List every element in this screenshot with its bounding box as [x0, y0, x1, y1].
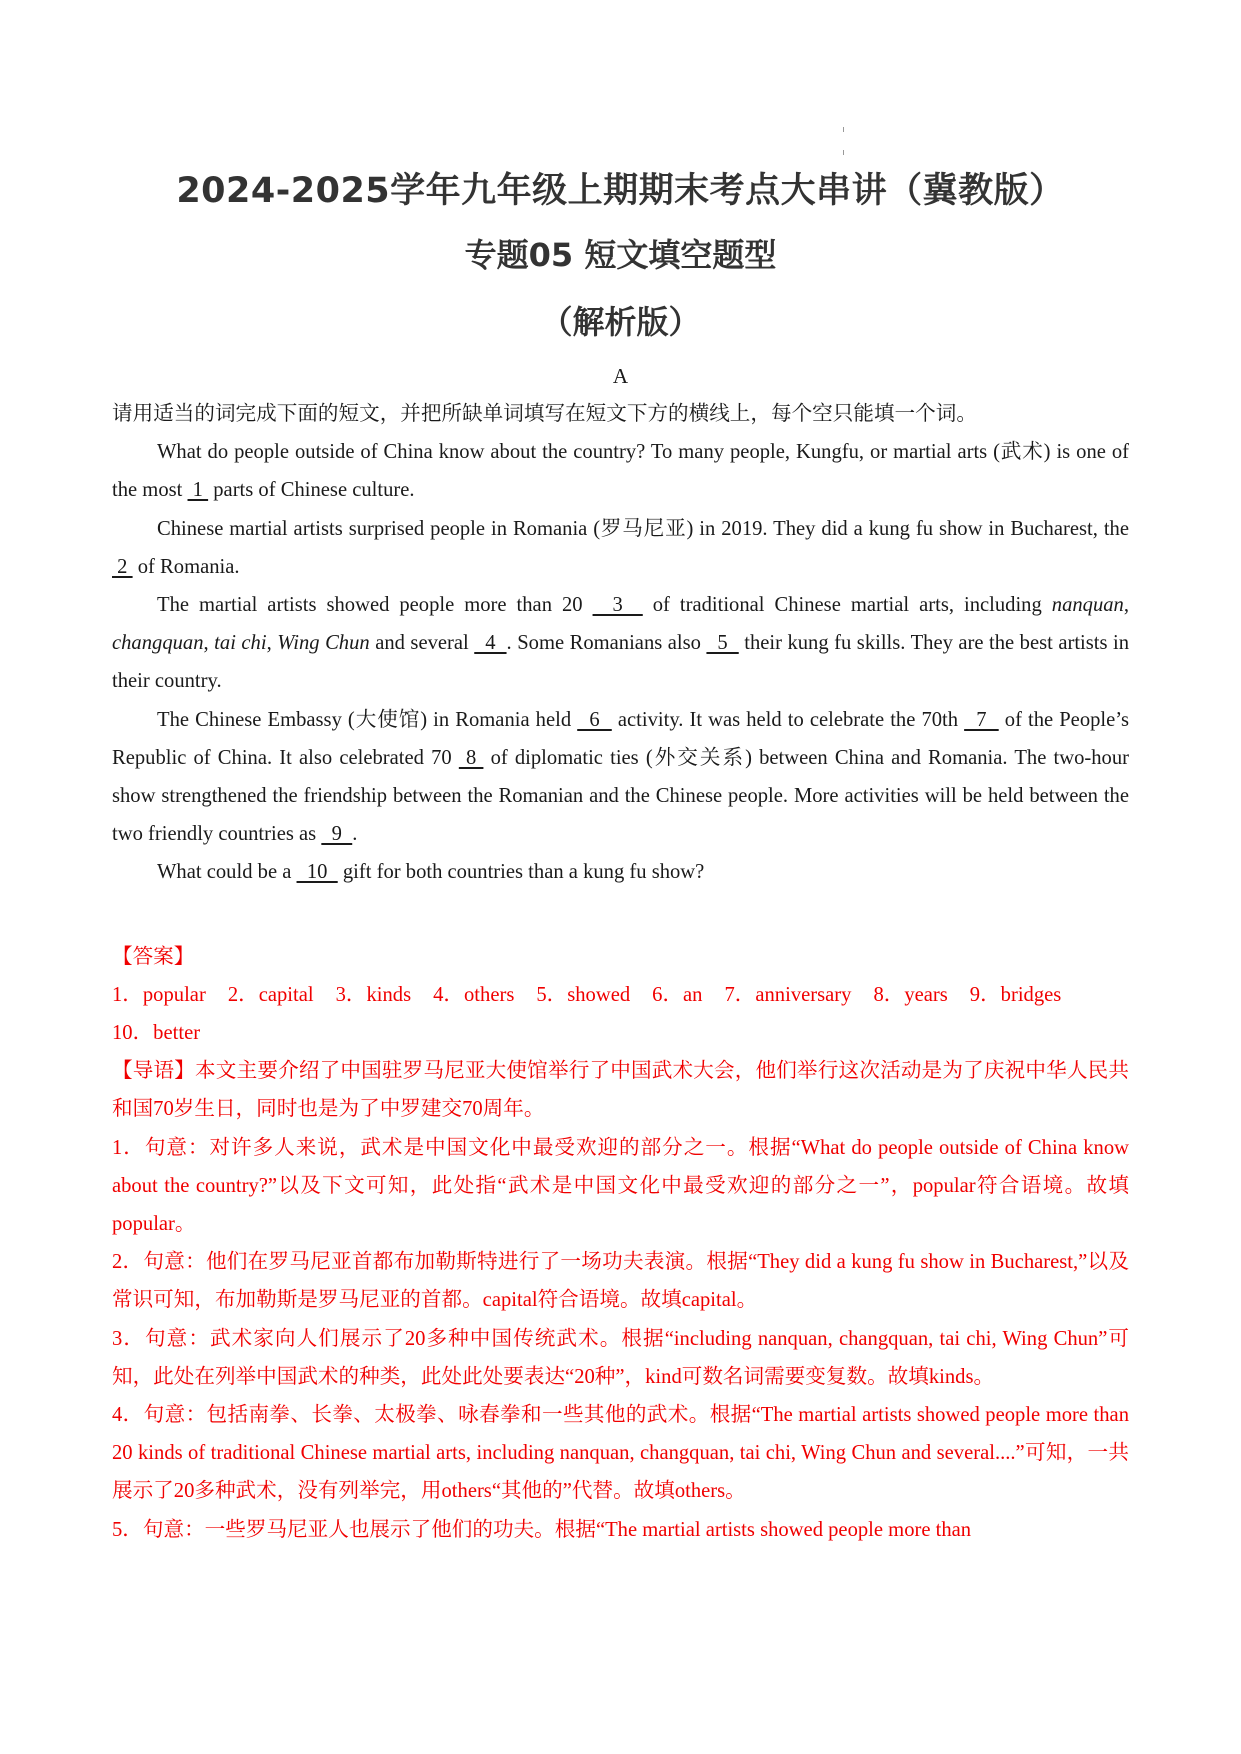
answer-heading: 【答案】: [112, 945, 195, 968]
passage-text: of diplomatic ties (外交关系) between China and Romania. The two-hour show strengthened the friendship between the Romanian and the Chinese people. More activities will be held between the two friendly countries as: [112, 746, 1129, 846]
passage-text: of Romania.: [132, 555, 240, 578]
term-nanquan: nanquan: [1051, 594, 1124, 617]
document-title: 2024-2025学年九年级上期期末考点大串讲（冀教版）: [176, 171, 1065, 211]
term-changquan: changquan: [112, 632, 204, 655]
answer-list: [112, 976, 1129, 1052]
explanation-item: 2．句意：他们在罗马尼亚首都布加勒斯特进行了一场功夫表演。根据“They did a kung fu show in Bucharest,”以及常识可知，布加勒斯是罗马尼亚的首都。capital符合语境。故填capital。: [112, 1251, 1129, 1312]
answer-item: 7．anniversary: [724, 983, 852, 1006]
explanation-item: 3．句意：武术家向人们展示了20多种中国传统武术。根据“including nanquan, changquan, tai chi, Wing Chun”可知，此处在列举中国武术的种类，此处此处要表达“20种”，kind可数名词需要变复数。故填kinds。: [112, 1327, 1130, 1388]
section-label: A: [612, 364, 629, 388]
answer-item: 2．capital: [227, 983, 314, 1006]
passage-paragraph-1: [112, 433, 1129, 509]
explanation-item: 5．句意：一些罗马尼亚人也展示了他们的功夫。根据“The martial artists showed people more than: [112, 1518, 972, 1541]
margin-mark: [843, 127, 844, 132]
blank-6: 6: [577, 708, 612, 731]
section-spacer: [112, 892, 1129, 938]
passage-text: parts of Chinese culture.: [208, 479, 415, 502]
answer-item: 4．others: [433, 983, 515, 1006]
passage-text: The martial artists showed people more than 20: [157, 594, 593, 617]
passage-text: gift for both countries than a kung fu show?: [337, 861, 705, 884]
passage-paragraph-4: [112, 701, 1129, 854]
answer-item: 3．kinds: [335, 983, 412, 1006]
answer-item: 9．bridges: [969, 983, 1062, 1006]
blank-10: 10: [296, 861, 338, 884]
passage-text: Chinese martial artists surprised people in Romania (罗马尼亚) in 2019. They did a kung fu show in Bucharest, the: [157, 517, 1129, 540]
passage-text: of the People’s Republic of China. It also celebrated 70: [112, 708, 1130, 769]
document-version-label: （解析版）: [540, 303, 701, 341]
passage-paragraph-5: [112, 853, 1129, 891]
answer-item: 6．an: [652, 983, 703, 1006]
blank-2: 2: [112, 555, 133, 578]
blank-9: 9: [321, 823, 353, 846]
passage-text: and several: [369, 632, 475, 655]
separator: ,: [1123, 594, 1129, 617]
answer-item: 8．years: [873, 983, 948, 1006]
term-tai-chi: tai chi: [214, 632, 267, 655]
blank-5: 5: [706, 632, 739, 655]
passage-text: . Some Romanians also: [506, 632, 707, 655]
document-subtitle: 专题05 短文填空题型: [464, 236, 777, 274]
explanation-item: 4．句意：包括南拳、长拳、太极拳、咏春拳和一些其他的武术。根据“The martial artists showed people more than 20 kinds of traditional Chinese martial arts, including nanquan, changquan, tai chi, Wing Chun and several....”可知，一共展示了20多种武术，没有列举完，用others“其他的”代替。故填others。: [112, 1404, 1129, 1503]
instruction: 请用适当的词完成下面的短文，并把所缺单词填写在短文下方的横线上，每个空只能填一个词。: [112, 403, 977, 425]
passage-text: of traditional Chinese martial arts, including: [642, 594, 1052, 617]
answer-item: 10．better: [112, 1022, 201, 1045]
answer-item: 1．popular: [112, 983, 206, 1006]
guide-paragraph: [112, 1052, 1129, 1128]
blank-7: 7: [964, 708, 999, 731]
passage-text: What could be a: [157, 861, 297, 884]
passage-text: The Chinese Embassy (大使馆) in Romania held: [157, 708, 578, 731]
passage-text: activity. It was held to celebrate the 70th: [611, 708, 965, 731]
separator: ,: [203, 632, 215, 655]
passage-paragraph-3: [112, 586, 1129, 701]
separator: ,: [266, 632, 278, 655]
guide-label: 【导语】: [112, 1060, 196, 1083]
blank-8: 8: [458, 746, 484, 769]
passage-text: their kung fu skills. They are the best artists in their country.: [112, 632, 1130, 693]
blank-1: 1: [187, 479, 209, 502]
explanation-item: 1．句意：对许多人来说，武术是中国文化中最受欢迎的部分之一。根据“What do people outside of China know about the country?”以及下文可知，此处指“武术是中国文化中最受欢迎的部分之一”，popular符合语境。故填popular。: [112, 1136, 1129, 1236]
passage-text: What do people outside of China know about the country? To many people, Kungfu, or martial arts (武术) is one of the most: [112, 441, 1129, 502]
blank-4: 4: [474, 632, 507, 655]
answer-item: 5．showed: [536, 983, 631, 1006]
document-body: [112, 395, 1129, 1549]
guide-text: 本文主要介绍了中国驻罗马尼亚大使馆举行了中国武术大会，他们举行这次活动是为了庆祝中华人民共和国70岁生日，同时也是为了中罗建交70周年。: [112, 1060, 1130, 1121]
passage-text: .: [352, 823, 358, 846]
term-wing-chun: Wing Chun: [277, 632, 370, 655]
passage-paragraph-2: [112, 510, 1129, 586]
blank-3: 3: [592, 594, 643, 617]
margin-mark: [843, 150, 844, 155]
